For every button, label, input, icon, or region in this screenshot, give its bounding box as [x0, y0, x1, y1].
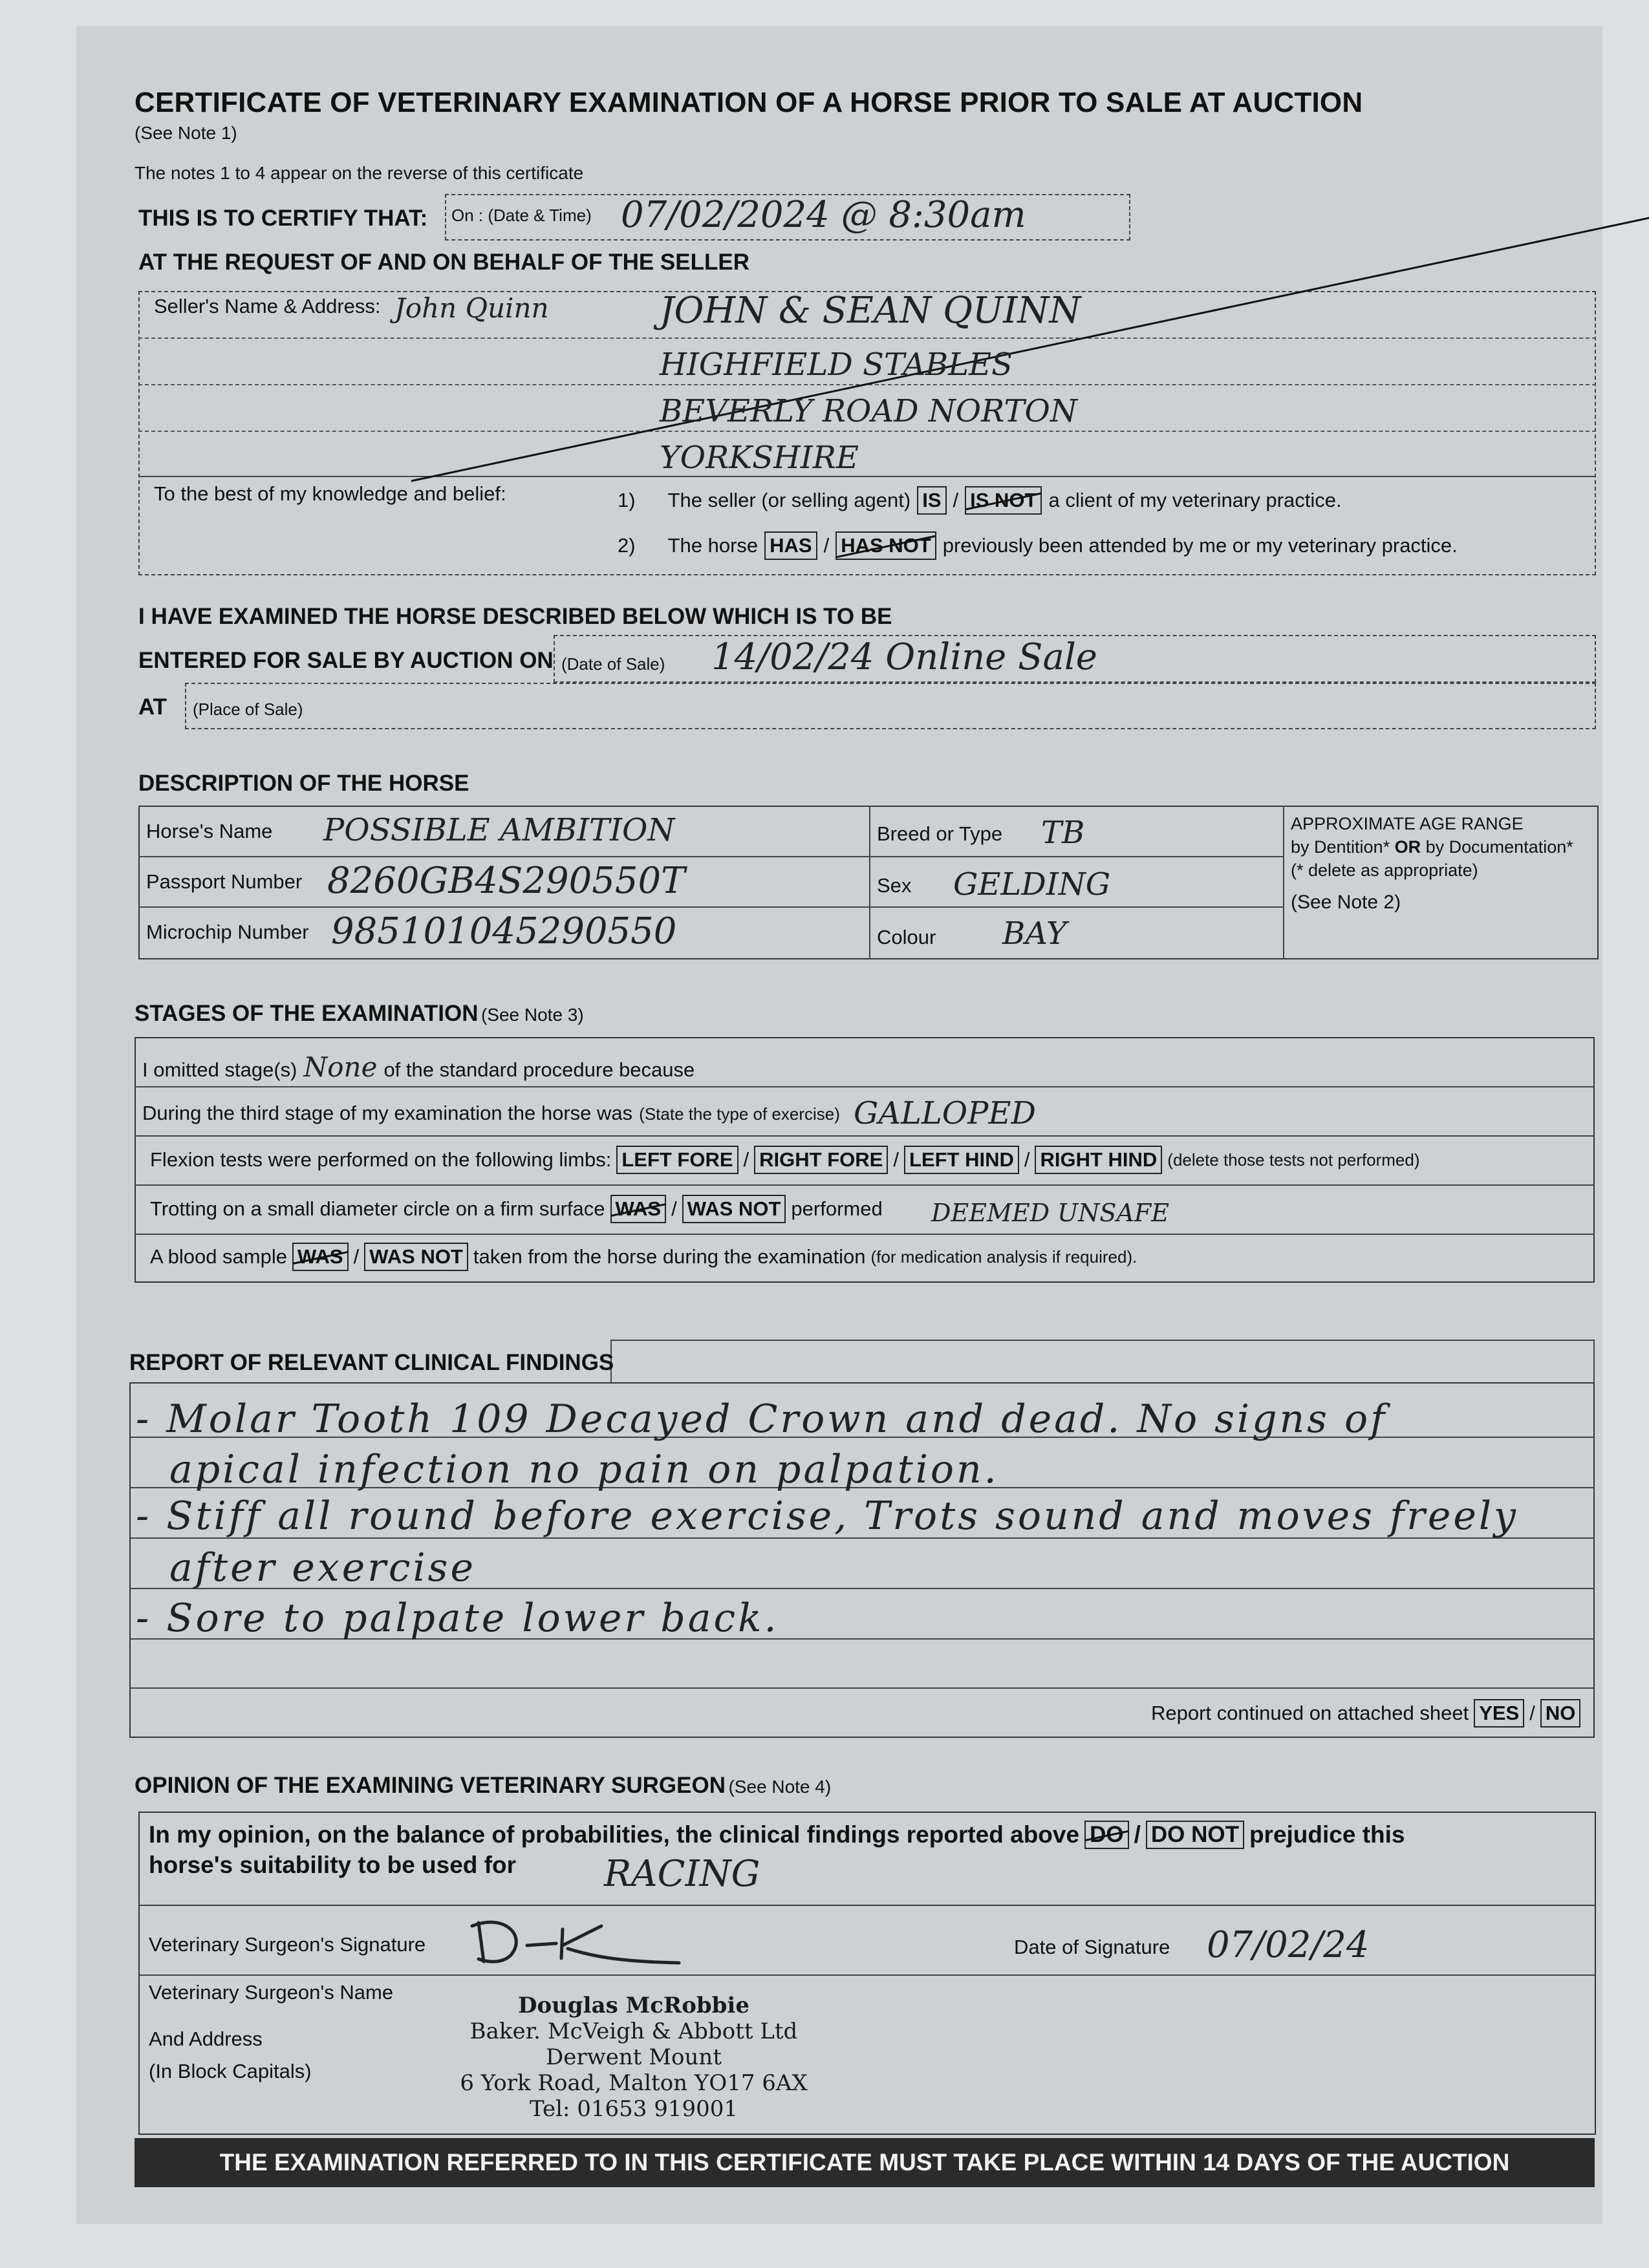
use-value: RACING [604, 1853, 760, 1895]
seller-line-2: HIGHFIELD STABLES [660, 347, 1013, 383]
notes-line: The notes 1 to 4 appear on the reverse of this certificate [135, 163, 584, 183]
report-line-1: - Molar Tooth 109 Decayed Crown and dead. No signs of [136, 1396, 1388, 1442]
vet-name-label: Veterinary Surgeon's Name [149, 1981, 394, 2004]
omitted-stages-value: None [303, 1051, 378, 1083]
report-heading: REPORT OF RELEVANT CLINICAL FINDINGS [129, 1350, 614, 1375]
report-line-5: - Sore to palpate lower back. [136, 1596, 779, 1641]
exam-date-time: 07/02/2024 @ 8:30am [621, 194, 1026, 236]
breed-value: TB [1041, 815, 1085, 851]
description-heading: DESCRIPTION OF THE HORSE [138, 771, 469, 796]
date-of-signature-value: 07/02/24 [1207, 1924, 1370, 1966]
horse-name-value: POSSIBLE AMBITION [323, 812, 675, 848]
seller-line-1: JOHN & SEAN QUINN [660, 290, 1081, 332]
microchip-value: 985101045290550 [331, 910, 677, 952]
certificate-title: CERTIFICATE OF VETERINARY EXAMINATION OF A HORSE PRIOR TO SALE AT AUCTION [135, 87, 1363, 118]
report-line-3: - Stiff all round before exercise, Trots sound and moves freely [136, 1493, 1518, 1539]
seller-name-label: Seller's Name & Address: [154, 295, 381, 317]
trotting-row: Trotting on a small diameter circle on a firm surface WAS / WAS NOT performed [150, 1195, 883, 1223]
passport-value: 8260GB4S290550T [327, 860, 685, 902]
colour-value: BAY [1002, 915, 1067, 952]
age-range-note: (See Note 2) [1291, 892, 1401, 913]
blood-option-was[interactable]: WAS [292, 1243, 349, 1271]
report-line-4: after exercise [169, 1545, 476, 1590]
seller-line-4: YORKSHIRE [660, 440, 859, 476]
place-of-sale-box[interactable] [185, 683, 1596, 729]
opinion-statement: In my opinion, on the balance of probabilities, the clinical findings reported above DO / DO NOT prejudice this [149, 1821, 1405, 1848]
continued-no[interactable]: NO [1540, 1699, 1581, 1728]
sex-value: GELDING [953, 866, 1111, 903]
opinion-option-do[interactable]: DO [1084, 1821, 1129, 1849]
crossed-out-seller: John Quinn [394, 292, 1649, 324]
practice-stamp: Douglas McRobbie Baker. McVeigh & Abbott Ltd Derwent Mount 6 York Road, Malton YO17 6AX Tel: 01653 919001 [460, 1993, 808, 2122]
opinion-option-do-not[interactable]: DO NOT [1146, 1821, 1244, 1849]
footer-notice: THE EXAMINATION REFERRED TO IN THIS CERTIFICATE MUST TAKE PLACE WITHIN 14 DAYS OF THE AUCTION [135, 2138, 1595, 2187]
vet-signature [466, 1910, 698, 1974]
option-is-not[interactable]: IS NOT [965, 486, 1042, 515]
option-has-not[interactable]: HAS NOT [835, 531, 936, 560]
on-date-label: On : (Date & Time) [451, 206, 592, 225]
sex-label: Sex [877, 874, 912, 897]
blood-sample-row: A blood sample WAS / WAS NOT taken from the horse during the examination (for medication analysis if required). [150, 1243, 1137, 1271]
limb-left-hind[interactable]: LEFT HIND [904, 1146, 1019, 1174]
omitted-stages-row: I omitted stage(s) None of the standard procedure because [142, 1051, 695, 1083]
report-heading-tab [610, 1340, 1595, 1382]
horse-name-label: Horse's Name [146, 820, 273, 842]
date-of-sale-label: (Date of Sale) [561, 654, 665, 674]
trot-option-was[interactable]: WAS [610, 1195, 667, 1223]
age-range-cell [1291, 812, 1595, 914]
certify-label: THIS IS TO CERTIFY THAT: [138, 206, 428, 231]
report-continued-row: Report continued on attached sheet YES / NO [1151, 1699, 1580, 1728]
suitability-label: horse's suitability to be used for [149, 1852, 517, 1878]
flexion-row: Flexion tests were performed on the following limbs: LEFT FORE / RIGHT FORE / LEFT HIND / RIGHT HIND (delete those tests not performed) [150, 1146, 1420, 1174]
passport-label: Passport Number [146, 870, 303, 893]
place-of-sale-label: (Place of Sale) [193, 700, 303, 719]
belief-label: To the best of my knowledge and belief: [154, 482, 506, 505]
blood-option-was-not[interactable]: WAS NOT [364, 1243, 468, 1271]
limb-right-fore[interactable]: RIGHT FORE [754, 1146, 888, 1174]
signature-label: Veterinary Surgeon's Signature [149, 1933, 426, 1956]
see-note-1: (See Note 1) [135, 123, 237, 143]
entered-for-sale-label: ENTERED FOR SALE BY AUCTION ON [138, 648, 554, 673]
age-range-options: by Dentition* OR by Documentation* [1291, 837, 1573, 857]
date-of-signature-label: Date of Signature [1014, 1936, 1170, 1958]
at-label: AT [138, 694, 167, 720]
attended-statement: 2) The horse HAS / HAS NOT previously been attended by me or my veterinary practice. [618, 531, 1458, 560]
exercise-type-value: GALLOPED [854, 1095, 1036, 1131]
limb-left-fore[interactable]: LEFT FORE [616, 1146, 738, 1174]
age-range-delete-note: (* delete as appropriate) [1291, 861, 1478, 880]
date-of-sale-value: 14/02/24 Online Sale [711, 636, 1097, 678]
continued-yes[interactable]: YES [1474, 1699, 1524, 1728]
request-label: AT THE REQUEST OF AND ON BEHALF OF THE SELLER [138, 250, 749, 275]
stages-heading: STAGES OF THE EXAMINATION (See Note 3) [135, 1001, 584, 1026]
client-statement: 1) The seller (or selling agent) IS / IS NOT a client of my veterinary practice. [618, 486, 1342, 515]
option-is[interactable]: IS [917, 486, 946, 515]
trot-option-was-not[interactable]: WAS NOT [682, 1195, 786, 1223]
trot-reason-value: DEEMED UNSAFE [931, 1199, 1169, 1227]
option-has[interactable]: HAS [764, 531, 817, 560]
colour-label: Colour [877, 926, 936, 948]
age-range-title: APPROXIMATE AGE RANGE [1291, 814, 1524, 833]
examined-line: I HAVE EXAMINED THE HORSE DESCRIBED BELOW WHICH IS TO BE [138, 604, 892, 629]
seller-line-3: BEVERLY ROAD NORTON [660, 393, 1077, 429]
breed-label: Breed or Type [877, 822, 1003, 845]
third-stage-row: During the third stage of my examination the horse was (State the type of exercise) [142, 1102, 840, 1124]
block-capitals-label: (In Block Capitals) [149, 2060, 312, 2082]
limb-right-hind[interactable]: RIGHT HIND [1035, 1146, 1162, 1174]
opinion-heading: OPINION OF THE EXAMINING VETERINARY SURGEON (See Note 4) [135, 1773, 832, 1798]
report-line-2: apical infection no pain on palpation. [169, 1447, 999, 1492]
microchip-label: Microchip Number [146, 921, 309, 943]
vet-address-label: And Address [149, 2027, 263, 2050]
